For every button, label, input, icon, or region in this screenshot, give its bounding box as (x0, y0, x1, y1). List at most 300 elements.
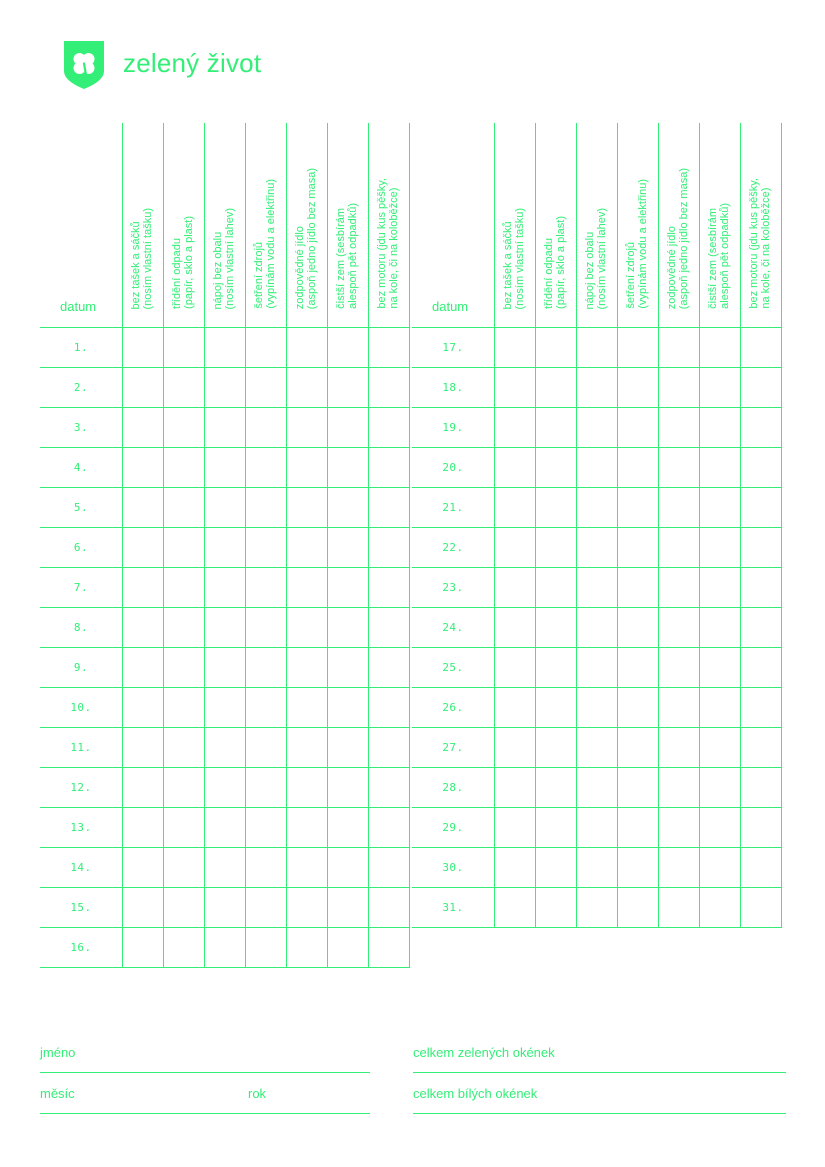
column-subtitle: (papír, sklo a plast) (555, 216, 567, 309)
day-number: 26. (412, 688, 495, 728)
check-cell[interactable] (700, 728, 741, 768)
check-cell[interactable] (287, 488, 328, 528)
check-cell[interactable] (246, 328, 287, 368)
check-cell[interactable] (618, 608, 659, 648)
check-cell[interactable] (205, 528, 246, 568)
check-cell[interactable] (246, 648, 287, 688)
check-cell[interactable] (246, 528, 287, 568)
check-cell[interactable] (577, 728, 618, 768)
check-cell[interactable] (659, 768, 700, 808)
check-cell[interactable] (246, 928, 287, 968)
check-cell[interactable] (577, 688, 618, 728)
check-cell[interactable] (369, 528, 410, 568)
check-cell[interactable] (618, 488, 659, 528)
name-field[interactable] (40, 1072, 370, 1073)
check-cell[interactable] (536, 448, 577, 488)
day-row (412, 728, 782, 768)
check-cell[interactable] (536, 648, 577, 688)
check-cell[interactable] (246, 608, 287, 648)
check-cell[interactable] (700, 848, 741, 888)
check-cell[interactable] (495, 608, 536, 648)
check-cell[interactable] (328, 648, 369, 688)
day-row (412, 448, 782, 488)
check-cell[interactable] (328, 528, 369, 568)
check-cell[interactable] (369, 408, 410, 448)
check-cell[interactable] (577, 568, 618, 608)
check-cell[interactable] (495, 328, 536, 368)
check-cell[interactable] (287, 568, 328, 608)
check-cell[interactable] (495, 728, 536, 768)
column-subtitle: alespoň pět odpadků) (719, 203, 731, 309)
check-cell[interactable] (659, 568, 700, 608)
check-cell[interactable] (659, 408, 700, 448)
column-header-drink (205, 123, 246, 328)
check-cell[interactable] (369, 688, 410, 728)
white-total-field[interactable] (413, 1113, 786, 1114)
check-cell[interactable] (700, 608, 741, 648)
day-row (412, 848, 782, 888)
check-cell[interactable] (741, 608, 782, 648)
check-cell[interactable] (123, 408, 164, 448)
check-cell[interactable] (495, 768, 536, 808)
day-number: 7. (40, 568, 123, 608)
column-title: čistší zem (sesbírám (707, 208, 719, 309)
day-row (412, 608, 782, 648)
check-cell[interactable] (287, 448, 328, 488)
check-cell[interactable] (328, 928, 369, 968)
check-cell[interactable] (123, 688, 164, 728)
check-cell[interactable] (495, 368, 536, 408)
check-cell[interactable] (369, 328, 410, 368)
check-cell[interactable] (536, 808, 577, 848)
check-cell[interactable] (164, 568, 205, 608)
column-title: čistší zem (sesbírám (335, 208, 347, 309)
check-cell[interactable] (577, 768, 618, 808)
check-cell[interactable] (659, 448, 700, 488)
column-title: šetření zdrojů (625, 242, 637, 309)
check-cell[interactable] (577, 848, 618, 888)
brand-name: zelený život (123, 48, 262, 78)
check-cell[interactable] (164, 608, 205, 648)
column-header-food (659, 123, 700, 328)
check-cell[interactable] (287, 888, 328, 928)
check-cell[interactable] (369, 808, 410, 848)
column-title: třídění odpadu (543, 238, 555, 309)
day-number: 16. (40, 928, 123, 968)
day-row (40, 568, 410, 608)
green-total-field[interactable] (413, 1072, 786, 1073)
column-subtitle: (nosím vlastní lahev) (596, 207, 608, 309)
day-number: 14. (40, 848, 123, 888)
check-cell[interactable] (741, 488, 782, 528)
check-cell[interactable] (205, 368, 246, 408)
check-cell[interactable] (495, 488, 536, 528)
check-cell[interactable] (741, 728, 782, 768)
check-cell[interactable] (328, 328, 369, 368)
check-cell[interactable] (369, 488, 410, 528)
check-cell[interactable] (536, 408, 577, 448)
day-number: 24. (412, 608, 495, 648)
day-row (40, 528, 410, 568)
day-number: 13. (40, 808, 123, 848)
check-cell[interactable] (618, 448, 659, 488)
day-number: 2. (40, 368, 123, 408)
check-cell[interactable] (577, 328, 618, 368)
day-number: 3. (40, 408, 123, 448)
check-cell[interactable] (495, 648, 536, 688)
check-cell[interactable] (495, 808, 536, 848)
day-row (412, 488, 782, 528)
column-title: bez motoru (jdu kus pěšky, (748, 178, 760, 309)
day-row (40, 608, 410, 648)
check-cell[interactable] (700, 328, 741, 368)
column-title: zodpovědné jídlo (294, 225, 306, 309)
check-cell[interactable] (246, 568, 287, 608)
column-subtitle: na kole, či na koloběžce) (388, 187, 400, 309)
check-cell[interactable] (123, 648, 164, 688)
check-cell[interactable] (741, 568, 782, 608)
check-cell[interactable] (246, 688, 287, 728)
check-cell[interactable] (577, 368, 618, 408)
check-cell[interactable] (700, 448, 741, 488)
check-cell[interactable] (164, 808, 205, 848)
check-cell[interactable] (164, 328, 205, 368)
check-cell[interactable] (659, 328, 700, 368)
check-cell[interactable] (369, 368, 410, 408)
column-subtitle: (vypínám vodu a elektřinu) (265, 179, 277, 309)
check-cell[interactable] (577, 408, 618, 448)
day-number: 27. (412, 728, 495, 768)
check-cell[interactable] (618, 728, 659, 768)
check-cell[interactable] (577, 608, 618, 648)
check-cell[interactable] (659, 728, 700, 768)
day-number: 30. (412, 848, 495, 888)
check-cell[interactable] (123, 568, 164, 608)
check-cell[interactable] (328, 368, 369, 408)
check-cell[interactable] (328, 488, 369, 528)
check-cell[interactable] (618, 888, 659, 928)
day-number: 11. (40, 728, 123, 768)
check-cell[interactable] (369, 848, 410, 888)
check-cell[interactable] (287, 728, 328, 768)
check-cell[interactable] (536, 528, 577, 568)
column-subtitle: (nosím vlastní lahev) (224, 207, 236, 309)
check-cell[interactable] (164, 648, 205, 688)
check-cell[interactable] (700, 528, 741, 568)
check-cell[interactable] (246, 848, 287, 888)
day-number: 20. (412, 448, 495, 488)
check-cell[interactable] (328, 768, 369, 808)
header-row (40, 123, 410, 328)
check-cell[interactable] (287, 848, 328, 888)
check-cell[interactable] (123, 528, 164, 568)
check-cell[interactable] (123, 888, 164, 928)
check-cell[interactable] (700, 888, 741, 928)
check-cell[interactable] (618, 808, 659, 848)
check-cell[interactable] (246, 488, 287, 528)
column-header-transport (369, 123, 410, 328)
check-cell[interactable] (495, 688, 536, 728)
check-cell[interactable] (205, 928, 246, 968)
check-cell[interactable] (205, 728, 246, 768)
check-cell[interactable] (536, 328, 577, 368)
check-cell[interactable] (369, 928, 410, 968)
check-cell[interactable] (164, 928, 205, 968)
column-header-sorting (536, 123, 577, 328)
check-cell[interactable] (369, 568, 410, 608)
check-cell[interactable] (246, 448, 287, 488)
year-label: rok (248, 1086, 267, 1101)
check-cell[interactable] (536, 728, 577, 768)
check-cell[interactable] (659, 368, 700, 408)
check-cell[interactable] (618, 408, 659, 448)
check-cell[interactable] (369, 888, 410, 928)
check-cell[interactable] (577, 648, 618, 688)
check-cell[interactable] (328, 608, 369, 648)
header-row (412, 123, 782, 328)
check-cell[interactable] (164, 848, 205, 888)
check-cell[interactable] (205, 688, 246, 728)
day-number: 10. (40, 688, 123, 728)
check-cell[interactable] (536, 608, 577, 648)
check-cell[interactable] (328, 568, 369, 608)
check-cell[interactable] (328, 888, 369, 928)
check-cell[interactable] (205, 888, 246, 928)
day-row (412, 528, 782, 568)
day-row (40, 448, 410, 488)
check-cell[interactable] (123, 368, 164, 408)
column-title: bez motoru (jdu kus pěšky, (376, 178, 388, 309)
check-cell[interactable] (328, 688, 369, 728)
check-cell[interactable] (205, 408, 246, 448)
check-cell[interactable] (164, 488, 205, 528)
check-cell[interactable] (123, 608, 164, 648)
day-row (40, 328, 410, 368)
check-cell[interactable] (700, 408, 741, 448)
check-cell[interactable] (287, 768, 328, 808)
check-cell[interactable] (741, 528, 782, 568)
day-row (40, 928, 410, 968)
day-row (412, 648, 782, 688)
check-cell[interactable] (205, 328, 246, 368)
check-cell[interactable] (287, 648, 328, 688)
check-cell[interactable] (495, 528, 536, 568)
check-cell[interactable] (659, 848, 700, 888)
check-cell[interactable] (577, 888, 618, 928)
day-row (412, 808, 782, 848)
check-cell[interactable] (287, 328, 328, 368)
check-cell[interactable] (700, 768, 741, 808)
check-cell[interactable] (741, 648, 782, 688)
column-header-drink (577, 123, 618, 328)
check-cell[interactable] (205, 488, 246, 528)
check-cell[interactable] (495, 568, 536, 608)
check-cell[interactable] (328, 408, 369, 448)
check-cell[interactable] (123, 848, 164, 888)
check-cell[interactable] (536, 688, 577, 728)
check-cell[interactable] (287, 528, 328, 568)
check-cell[interactable] (246, 768, 287, 808)
check-cell[interactable] (659, 888, 700, 928)
check-cell[interactable] (164, 728, 205, 768)
check-cell[interactable] (618, 848, 659, 888)
day-number: 28. (412, 768, 495, 808)
check-cell[interactable] (287, 408, 328, 448)
tracker-table-right (412, 123, 782, 928)
check-cell[interactable] (246, 808, 287, 848)
day-number: 9. (40, 648, 123, 688)
check-cell[interactable] (700, 808, 741, 848)
check-cell[interactable] (123, 768, 164, 808)
check-cell[interactable] (246, 888, 287, 928)
check-cell[interactable] (536, 768, 577, 808)
column-subtitle: (papír, sklo a plast) (183, 216, 195, 309)
check-cell[interactable] (618, 568, 659, 608)
check-cell[interactable] (164, 368, 205, 408)
check-cell[interactable] (369, 728, 410, 768)
check-cell[interactable] (164, 688, 205, 728)
column-title: bez tašek a sáčků (130, 220, 142, 309)
check-cell[interactable] (287, 928, 328, 968)
day-row (40, 808, 410, 848)
day-number: 31. (412, 888, 495, 928)
check-cell[interactable] (618, 368, 659, 408)
column-title: zodpovědné jídlo (666, 225, 678, 309)
check-cell[interactable] (700, 688, 741, 728)
check-cell[interactable] (536, 888, 577, 928)
check-cell[interactable] (123, 448, 164, 488)
column-title: nápoj bez obalu (584, 231, 596, 309)
check-cell[interactable] (328, 848, 369, 888)
check-cell[interactable] (741, 808, 782, 848)
check-cell[interactable] (700, 648, 741, 688)
check-cell[interactable] (495, 408, 536, 448)
column-subtitle: (nosím vlastní tašku) (142, 207, 154, 309)
day-row (412, 688, 782, 728)
check-cell[interactable] (577, 448, 618, 488)
check-cell[interactable] (328, 448, 369, 488)
check-cell[interactable] (618, 328, 659, 368)
day-number: 1. (40, 328, 123, 368)
check-cell[interactable] (577, 488, 618, 528)
check-cell[interactable] (205, 568, 246, 608)
check-cell[interactable] (205, 808, 246, 848)
day-number: 4. (40, 448, 123, 488)
check-cell[interactable] (618, 688, 659, 728)
check-cell[interactable] (659, 648, 700, 688)
check-cell[interactable] (741, 688, 782, 728)
column-title: třídění odpadu (171, 238, 183, 309)
check-cell[interactable] (287, 808, 328, 848)
check-cell[interactable] (287, 688, 328, 728)
check-cell[interactable] (495, 888, 536, 928)
check-cell[interactable] (205, 448, 246, 488)
check-cell[interactable] (164, 408, 205, 448)
day-row (40, 488, 410, 528)
check-cell[interactable] (205, 648, 246, 688)
check-cell[interactable] (287, 608, 328, 648)
check-cell[interactable] (618, 648, 659, 688)
check-cell[interactable] (536, 568, 577, 608)
check-cell[interactable] (123, 328, 164, 368)
day-number: 15. (40, 888, 123, 928)
check-cell[interactable] (741, 768, 782, 808)
check-cell[interactable] (369, 608, 410, 648)
month-year-field[interactable] (40, 1113, 370, 1114)
column-title: šetření zdrojů (253, 242, 265, 309)
check-cell[interactable] (328, 728, 369, 768)
check-cell[interactable] (741, 848, 782, 888)
column-header-resources (618, 123, 659, 328)
check-cell[interactable] (328, 808, 369, 848)
check-cell[interactable] (205, 768, 246, 808)
check-cell[interactable] (164, 888, 205, 928)
check-cell[interactable] (123, 808, 164, 848)
day-number: 21. (412, 488, 495, 528)
check-cell[interactable] (536, 848, 577, 888)
day-row (40, 768, 410, 808)
column-subtitle: (aspoň jedno jídlo bez masa) (306, 167, 318, 309)
check-cell[interactable] (741, 888, 782, 928)
column-subtitle: (nosím vlastní tašku) (514, 207, 526, 309)
check-cell[interactable] (369, 768, 410, 808)
check-cell[interactable] (741, 368, 782, 408)
check-cell[interactable] (741, 448, 782, 488)
check-cell[interactable] (741, 328, 782, 368)
check-cell[interactable] (123, 488, 164, 528)
column-subtitle: alespoň pět odpadků) (347, 203, 359, 309)
check-cell[interactable] (659, 488, 700, 528)
check-cell[interactable] (618, 528, 659, 568)
check-cell[interactable] (205, 608, 246, 648)
check-cell[interactable] (369, 448, 410, 488)
check-cell[interactable] (164, 528, 205, 568)
check-cell[interactable] (659, 808, 700, 848)
check-cell[interactable] (369, 648, 410, 688)
check-cell[interactable] (246, 408, 287, 448)
name-label: jméno (40, 1045, 76, 1060)
check-cell[interactable] (205, 848, 246, 888)
column-header-transport (741, 123, 782, 328)
check-cell[interactable] (495, 848, 536, 888)
check-cell[interactable] (536, 368, 577, 408)
check-cell[interactable] (287, 368, 328, 408)
check-cell[interactable] (246, 368, 287, 408)
datum-header (412, 123, 495, 328)
check-cell[interactable] (741, 408, 782, 448)
check-cell[interactable] (495, 448, 536, 488)
check-cell[interactable] (700, 368, 741, 408)
check-cell[interactable] (123, 928, 164, 968)
day-number: 5. (40, 488, 123, 528)
check-cell[interactable] (123, 728, 164, 768)
check-cell[interactable] (577, 528, 618, 568)
check-cell[interactable] (536, 488, 577, 528)
check-cell[interactable] (659, 528, 700, 568)
check-cell[interactable] (577, 808, 618, 848)
check-cell[interactable] (700, 568, 741, 608)
check-cell[interactable] (700, 488, 741, 528)
check-cell[interactable] (659, 608, 700, 648)
check-cell[interactable] (164, 768, 205, 808)
column-header-bags (495, 123, 536, 328)
column-header-litter (328, 123, 369, 328)
check-cell[interactable] (246, 728, 287, 768)
day-row (412, 768, 782, 808)
check-cell[interactable] (659, 688, 700, 728)
check-cell[interactable] (164, 448, 205, 488)
check-cell[interactable] (618, 768, 659, 808)
